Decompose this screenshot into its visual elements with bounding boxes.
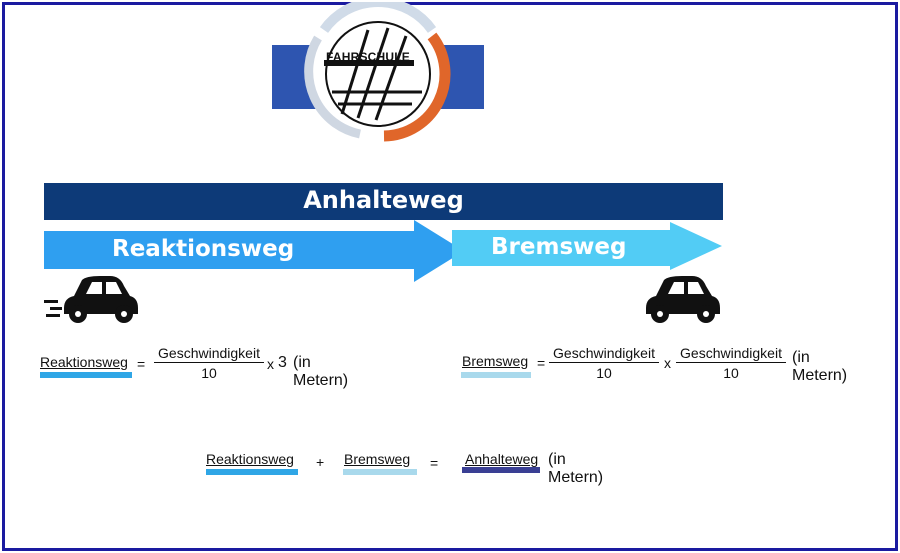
fraction-denominator: 10	[201, 365, 217, 381]
stopped-car-icon	[644, 272, 722, 324]
anhalteweg-bar: Anhalteweg	[44, 183, 723, 220]
bremsweg-color-stripe	[461, 372, 531, 378]
fraction-numerator: Geschwindigkeit	[549, 345, 659, 363]
bremsweg-label: Bremsweg	[491, 234, 627, 260]
reaktionsweg-color-stripe	[40, 372, 132, 378]
fraction-denominator: 10	[596, 365, 612, 381]
factor-value: 3	[278, 354, 287, 371]
times-sign: x	[267, 356, 274, 372]
fraction-numerator: Geschwindigkeit	[676, 345, 786, 363]
equals-sign: =	[537, 355, 546, 371]
unit-label: (in Metern)	[548, 451, 604, 486]
reaktionsweg-term: Reaktionsweg	[206, 451, 294, 467]
reaktionsweg-color-stripe	[206, 469, 298, 475]
bremsweg-term: Bremsweg	[462, 353, 529, 369]
speed-fraction-2	[676, 345, 786, 381]
times-sign: x	[664, 355, 671, 371]
reaktionsweg-label: Reaktionsweg	[112, 236, 295, 262]
reaktionsweg-term: Reaktionsweg	[40, 354, 128, 370]
moving-car-icon	[44, 274, 140, 324]
equals-sign: =	[430, 455, 439, 471]
logo-text: FAHRSCHULE	[325, 50, 410, 64]
equals-sign: =	[137, 356, 146, 372]
fraction-denominator: 10	[723, 365, 739, 381]
anhalteweg-color-stripe	[462, 467, 540, 473]
fraction-numerator: Geschwindigkeit	[154, 345, 264, 363]
plus-sign: +	[316, 454, 325, 470]
speed-fraction-1	[549, 345, 659, 381]
unit-label: (in Metern)	[792, 349, 848, 384]
bremsweg-color-stripe	[343, 469, 417, 475]
bremsweg-term: Bremsweg	[344, 451, 411, 467]
anhalteweg-term: Anhalteweg	[465, 451, 539, 467]
fahrschule-logo	[272, 2, 484, 144]
unit-label: (in Metern)	[293, 354, 349, 389]
speed-fraction	[154, 345, 264, 381]
